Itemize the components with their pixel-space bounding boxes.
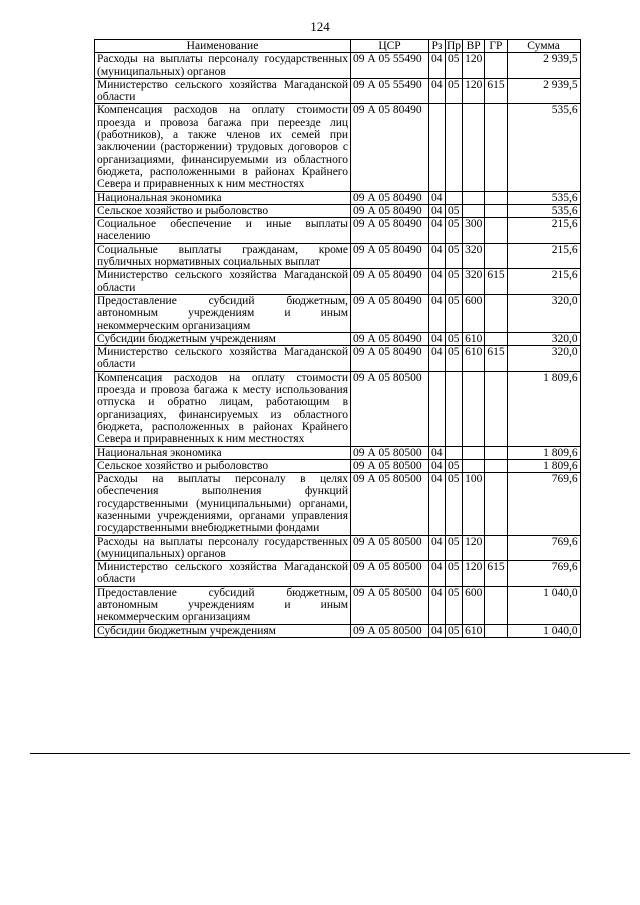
row-rz-cell (429, 104, 446, 191)
row-pr-cell (446, 371, 463, 446)
row-pr-cell: 05 (446, 243, 463, 269)
row-vr-cell: 320 (463, 243, 485, 269)
bottom-divider (30, 753, 630, 754)
table-row (95, 586, 581, 624)
row-pr-cell: 05 (446, 586, 463, 624)
row-pr-cell: 05 (446, 53, 463, 79)
header-csr: ЦСР (351, 40, 429, 53)
table-row (95, 191, 581, 204)
row-csr-cell: 09 А 05 80490 (351, 269, 429, 295)
row-vr-cell (463, 204, 485, 217)
row-vr-cell: 610 (463, 624, 485, 637)
row-rz-cell: 04 (429, 218, 446, 244)
row-vr-cell (463, 191, 485, 204)
row-gr-cell: 615 (485, 346, 507, 372)
row-csr-cell: 09 А 05 80490 (351, 332, 429, 345)
row-sum-cell: 1 809,6 (507, 446, 580, 459)
row-gr-cell (485, 473, 507, 535)
table-row (95, 294, 581, 332)
row-vr-cell: 120 (463, 561, 485, 587)
row-name-cell: Национальная экономика (95, 191, 351, 204)
row-pr-cell: 05 (446, 332, 463, 345)
row-rz-cell: 04 (429, 346, 446, 372)
row-sum-cell: 769,6 (507, 473, 580, 535)
row-gr-cell (485, 446, 507, 459)
row-name-cell: Субсидии бюджетным учреждениям (95, 624, 351, 637)
row-rz-cell: 04 (429, 78, 446, 104)
row-name-cell: Расходы на выплаты персоналу государственных (муниципальных) органов (95, 53, 351, 79)
row-csr-cell: 09 А 05 80500 (351, 535, 429, 561)
row-name-cell: Министерство сельского хозяйства Магаданской области (95, 78, 351, 104)
table-row (95, 561, 581, 587)
row-name-cell: Социальные выплаты гражданам, кроме публичных нормативных социальных выплат (95, 243, 351, 269)
row-vr-cell: 600 (463, 586, 485, 624)
row-gr-cell (485, 191, 507, 204)
row-sum-cell: 320,0 (507, 332, 580, 345)
row-sum-cell: 2 939,5 (507, 53, 580, 79)
row-gr-cell: 615 (485, 78, 507, 104)
table-row (95, 459, 581, 472)
row-vr-cell (463, 459, 485, 472)
table-row (95, 346, 581, 372)
row-csr-cell: 09 А 05 80500 (351, 624, 429, 637)
row-vr-cell: 300 (463, 218, 485, 244)
header-row (95, 40, 581, 53)
row-csr-cell: 09 А 05 55490 (351, 78, 429, 104)
row-sum-cell: 535,6 (507, 191, 580, 204)
row-rz-cell: 04 (429, 332, 446, 345)
row-pr-cell: 05 (446, 459, 463, 472)
row-vr-cell: 600 (463, 294, 485, 332)
row-csr-cell: 09 А 05 80490 (351, 346, 429, 372)
row-rz-cell (429, 371, 446, 446)
row-pr-cell: 05 (446, 561, 463, 587)
row-csr-cell: 09 А 05 80490 (351, 204, 429, 217)
table-row (95, 332, 581, 345)
row-gr-cell (485, 204, 507, 217)
row-vr-cell (463, 446, 485, 459)
row-sum-cell: 320,0 (507, 294, 580, 332)
row-sum-cell: 1 040,0 (507, 586, 580, 624)
header-pr: Пр (447, 40, 462, 52)
row-csr-cell: 09 А 05 80500 (351, 371, 429, 446)
row-csr-cell: 09 А 05 55490 (351, 53, 429, 79)
row-pr-cell: 05 (446, 294, 463, 332)
row-name-cell: Предоставление субсидий бюджетным, автономным учреждениям и иным некоммерческим организациям (95, 586, 351, 624)
row-sum-cell: 769,6 (507, 561, 580, 587)
row-rz-cell: 04 (429, 473, 446, 535)
table-row (95, 104, 581, 191)
row-name-cell: Предоставление субсидий бюджетным, автономным учреждениям и иным некоммерческим организациям (95, 294, 351, 332)
table-row (95, 53, 581, 79)
row-pr-cell: 05 (446, 624, 463, 637)
row-rz-cell: 04 (429, 624, 446, 637)
table-row (95, 269, 581, 295)
row-sum-cell: 535,6 (507, 204, 580, 217)
row-pr-cell: 05 (446, 535, 463, 561)
row-gr-cell: 615 (485, 561, 507, 587)
row-name-cell: Сельское хозяйство и рыболовство (95, 204, 351, 217)
header-sum: Сумма (507, 40, 580, 53)
row-vr-cell: 120 (463, 78, 485, 104)
table-row (95, 473, 581, 535)
row-csr-cell: 09 А 05 80500 (351, 446, 429, 459)
row-csr-cell: 09 А 05 80500 (351, 561, 429, 587)
row-name-cell: Субсидии бюджетным учреждениям (95, 332, 351, 345)
row-vr-cell: 610 (463, 332, 485, 345)
row-rz-cell: 04 (429, 191, 446, 204)
row-name-cell: Национальная экономика (95, 446, 351, 459)
row-gr-cell (485, 332, 507, 345)
header-rz: Рз (429, 40, 446, 53)
row-sum-cell: 535,6 (507, 104, 580, 191)
header-name: Наименование (95, 40, 351, 53)
row-pr-cell: 05 (446, 269, 463, 295)
row-name-cell: Компенсация расходов на оплату стоимости проезда и провоза багажа к месту использования отпуска и обратно лицам, работающим в организациях, финансируемых из областного бюджета, расположенных в районах Крайнего Севера и приравненных к ним местностях (95, 371, 351, 446)
row-vr-cell: 320 (463, 269, 485, 295)
row-gr-cell (485, 53, 507, 79)
row-sum-cell: 2 939,5 (507, 78, 580, 104)
row-pr-cell: 05 (446, 346, 463, 372)
row-sum-cell: 769,6 (507, 535, 580, 561)
row-csr-cell: 09 А 05 80490 (351, 243, 429, 269)
row-rz-cell: 04 (429, 53, 446, 79)
budget-table (94, 39, 581, 638)
row-sum-cell: 1 809,6 (507, 371, 580, 446)
row-vr-cell (463, 371, 485, 446)
row-csr-cell: 09 А 05 80500 (351, 459, 429, 472)
row-vr-cell: 610 (463, 346, 485, 372)
row-pr-cell (446, 446, 463, 459)
row-sum-cell: 320,0 (507, 346, 580, 372)
row-rz-cell: 04 (429, 294, 446, 332)
row-rz-cell: 04 (429, 535, 446, 561)
row-gr-cell (485, 218, 507, 244)
row-name-cell: Социальное обеспечение и иные выплаты населению (95, 218, 351, 244)
table-row (95, 78, 581, 104)
row-pr-cell (446, 104, 463, 191)
row-csr-cell: 09 А 05 80500 (351, 586, 429, 624)
table-row (95, 204, 581, 217)
row-name-cell: Министерство сельского хозяйства Магаданской области (95, 269, 351, 295)
row-gr-cell: 615 (485, 269, 507, 295)
row-sum-cell: 1 809,6 (507, 459, 580, 472)
row-gr-cell (485, 624, 507, 637)
row-rz-cell: 04 (429, 243, 446, 269)
row-gr-cell (485, 535, 507, 561)
row-rz-cell: 04 (429, 586, 446, 624)
row-name-cell: Компенсация расходов на оплату стоимости проезда и провоза багажа при переезде лиц (работников), а также членов их семей при заключении (расторжении) трудовых договоров с организациями, финансируемыми из областного бюджета, расположенными в районах Крайнего Севера и приравненных к ним местностях (95, 104, 351, 191)
row-gr-cell (485, 586, 507, 624)
table-row (95, 371, 581, 446)
row-gr-cell (485, 459, 507, 472)
row-name-cell: Министерство сельского хозяйства Магаданской области (95, 346, 351, 372)
row-rz-cell: 04 (429, 459, 446, 472)
row-sum-cell: 215,6 (507, 243, 580, 269)
row-csr-cell: 09 А 05 80490 (351, 218, 429, 244)
row-vr-cell: 100 (463, 473, 485, 535)
row-vr-cell (463, 104, 485, 191)
row-pr-cell: 05 (446, 78, 463, 104)
row-name-cell: Расходы на выплаты персоналу государственных (муниципальных) органов (95, 535, 351, 561)
row-name-cell: Сельское хозяйство и рыболовство (95, 459, 351, 472)
row-gr-cell (485, 371, 507, 446)
table-row (95, 624, 581, 637)
row-rz-cell: 04 (429, 269, 446, 295)
row-rz-cell: 04 (429, 561, 446, 587)
table-row (95, 243, 581, 269)
row-rz-cell: 04 (429, 204, 446, 217)
row-pr-cell: 05 (446, 218, 463, 244)
row-vr-cell: 120 (463, 53, 485, 79)
row-gr-cell (485, 104, 507, 191)
row-gr-cell (485, 294, 507, 332)
row-csr-cell: 09 А 05 80490 (351, 294, 429, 332)
header-vr: ВР (463, 40, 485, 53)
table-row (95, 535, 581, 561)
row-vr-cell: 120 (463, 535, 485, 561)
row-gr-cell (485, 243, 507, 269)
row-sum-cell: 215,6 (507, 218, 580, 244)
row-sum-cell: 215,6 (507, 269, 580, 295)
table-row (95, 218, 581, 244)
row-csr-cell: 09 А 05 80500 (351, 473, 429, 535)
row-pr-cell: 05 (446, 204, 463, 217)
row-name-cell: Расходы на выплаты персоналу в целях обеспечения выполнения функций государственными (муниципальными) органами, казенными учреждениями, органами управления государственными внебюджетными фондами (95, 473, 351, 535)
row-name-cell: Министерство сельского хозяйства Магаданской области (95, 561, 351, 587)
row-sum-cell: 1 040,0 (507, 624, 580, 637)
row-rz-cell: 04 (429, 446, 446, 459)
row-pr-cell: 05 (446, 473, 463, 535)
row-csr-cell: 09 А 05 80490 (351, 191, 429, 204)
page-number: 124 (310, 19, 330, 34)
header-gr: ГР (485, 40, 507, 53)
row-csr-cell: 09 А 05 80490 (351, 104, 429, 191)
row-pr-cell (446, 191, 463, 204)
table-row (95, 446, 581, 459)
